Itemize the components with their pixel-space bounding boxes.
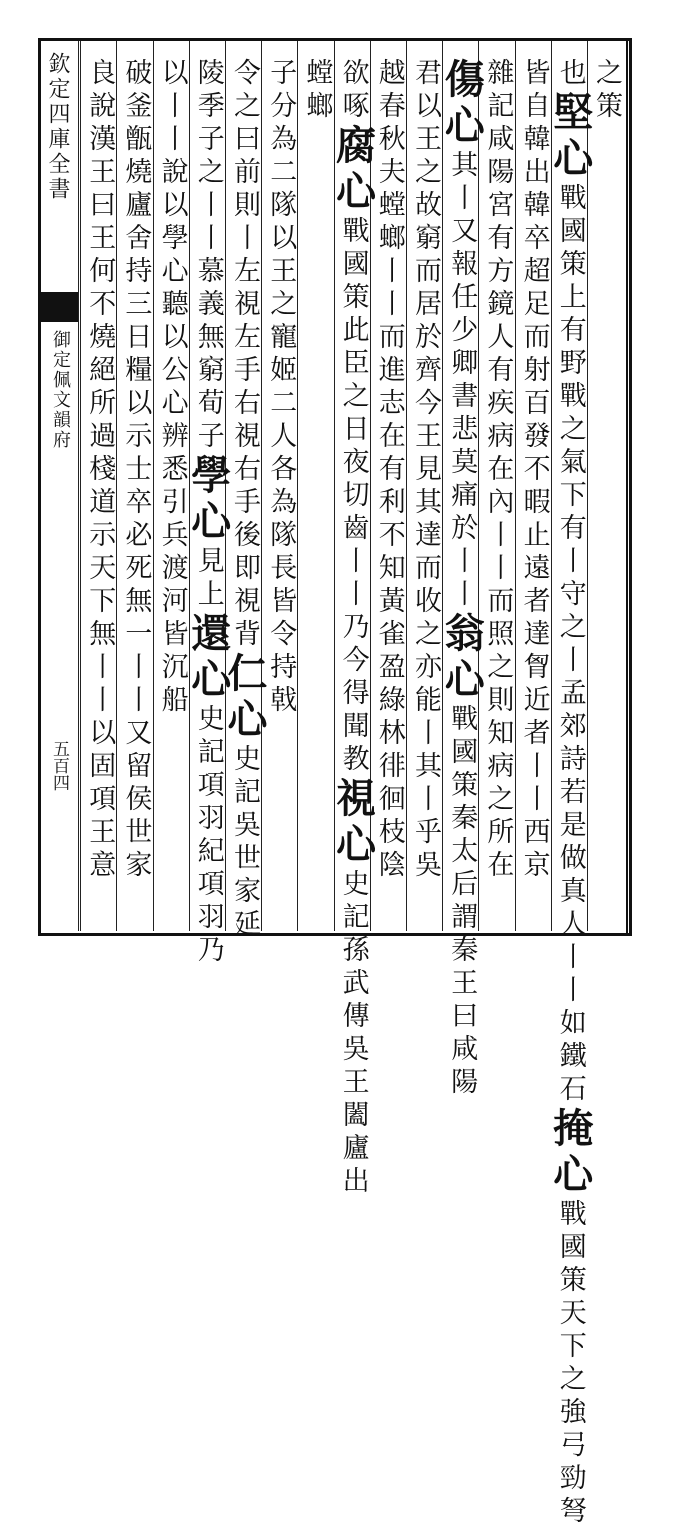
entry-text: 也: [554, 58, 586, 91]
entry-heading: 視心: [329, 777, 377, 869]
text-column: [590, 58, 622, 928]
text-column: [156, 58, 188, 928]
text-column: [300, 58, 332, 928]
entry-text: 戰國策天下之強弓勁弩: [554, 1199, 586, 1529]
entry-text: 良說漢王曰王何不燒絕所過棧道示天下無丨丨以固項王意: [84, 58, 116, 883]
margin-top-text: 欽定四庫全書: [45, 52, 70, 202]
entry-heading: 傷心: [438, 58, 486, 150]
text-column: [221, 58, 268, 942]
entry-heading: 學心: [184, 454, 232, 546]
entry-text: 悉引兵渡河皆沉船: [156, 454, 188, 718]
text-column: [546, 58, 594, 1529]
margin-rule: [78, 41, 79, 931]
book-title: 御定佩文韻府: [50, 330, 71, 450]
entry-text: 戰國策上有野戰之氣下有丨守之丨孟郊詩若是做真人丨丨如鐵石: [554, 183, 586, 1107]
text-column: [83, 58, 115, 928]
column-rule: [297, 41, 298, 931]
entry-text: 之策: [591, 58, 622, 124]
frame-right-rule: [626, 40, 628, 934]
entry-text: 君以王之故窮而居於齊今王見其達而收之亦能丨其丨乎吳: [410, 58, 441, 883]
text-column: [438, 58, 486, 1100]
entry-text: 史記吳世家延: [229, 744, 260, 942]
column-rule: [442, 41, 443, 931]
entry-text: 史記項羽紀項羽乃: [192, 704, 224, 968]
entry-text: 皆自韓出韓卒超足而射百發不暇止遠者達胷近者丨丨西京: [518, 58, 550, 883]
entry-text: 令之曰前則丨左視左手右視右手後即視背: [229, 58, 260, 652]
page-number: 五百四: [49, 740, 69, 791]
fish-tail-mark: [40, 292, 78, 322]
text-column: [119, 58, 151, 928]
text-column: [518, 58, 550, 928]
text-column: [373, 58, 405, 928]
entry-text: 其丨又報任少卿書悲莫痛於丨丨: [446, 150, 478, 612]
entry-heading: 腐心: [329, 124, 377, 216]
entry-text: 見上: [192, 546, 224, 612]
column-rule: [406, 41, 407, 931]
column-rule: [261, 41, 262, 931]
text-column: [184, 58, 232, 968]
entry-text: 史記孫武傳吳王闔廬出: [337, 869, 369, 1199]
entry-text: 越春秋夫螳螂丨丨而進志在有利不知黃雀盈綠林徘徊枝陰: [373, 58, 405, 883]
entry-text: 螳螂: [301, 58, 333, 124]
column-rule: [478, 41, 479, 931]
entry-text: 戰國策秦太后謂秦王曰咸陽: [446, 704, 478, 1100]
entry-heading: 翁心: [438, 612, 486, 704]
entry-text: 子分為二隊以王之寵姬二人各為隊長皆令持戟: [265, 58, 297, 718]
entry-text: 雜記咸陽宮有方鏡人有疾病在內丨丨而照之則知病之所在: [482, 58, 514, 883]
text-column: [481, 58, 513, 928]
text-column: [409, 58, 441, 928]
entry-heading: 掩心: [546, 1107, 594, 1199]
column-rule: [515, 41, 516, 931]
entry-heading: 還心: [184, 612, 232, 704]
entry-text: 陵季子之丨丨慕義無窮荀子: [192, 58, 224, 454]
entry-text: 破釜甑燒廬舍持三日糧以示士卒必死無一丨丨又留侯世家: [120, 58, 152, 883]
entry-text: 戰國策此臣之日夜切齒丨丨乃今得聞教: [337, 216, 369, 777]
column-rule: [80, 41, 81, 931]
text-column: [329, 58, 377, 1199]
entry-heading: 堅心: [546, 91, 594, 183]
entry-heading: 仁心: [221, 652, 268, 744]
entry-text: 以丨丨說以學心聽以公心辨: [156, 58, 188, 454]
entry-text: 欲啄: [337, 58, 369, 124]
column-rule: [153, 41, 154, 931]
text-column: [264, 58, 296, 928]
column-rule: [116, 41, 117, 931]
